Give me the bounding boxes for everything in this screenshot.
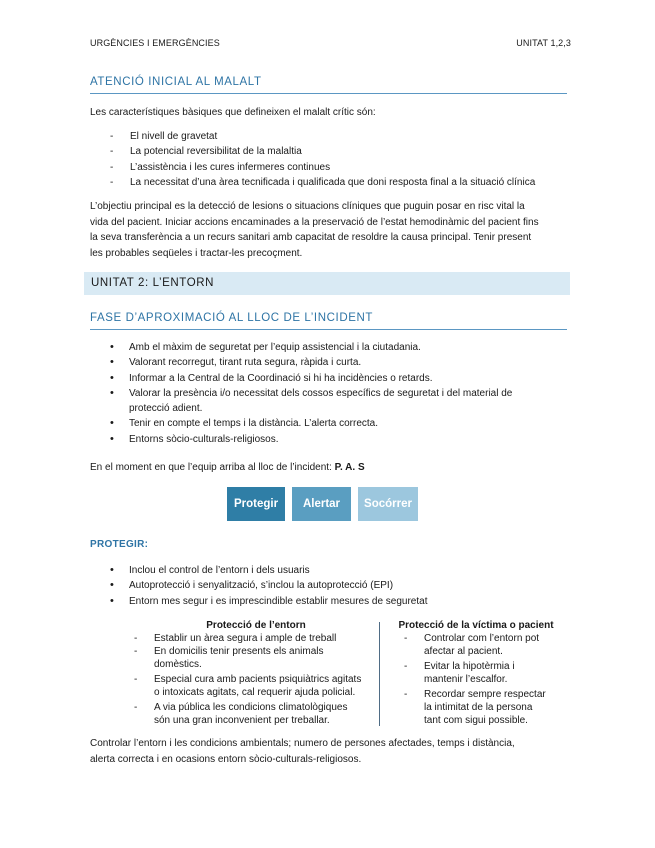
closing-paragraph	[90, 736, 570, 767]
list-item: • Informar a la Central de la Coordinació si hi ha incidències o retards.	[110, 371, 570, 386]
list-item: - El nivell de gravetat	[110, 129, 570, 144]
list-item: - A via pública les condicions climatològiques són una gran inconvenient per treballar.	[134, 701, 378, 727]
protegir-button[interactable]: Protegir	[227, 487, 285, 521]
list-item: - La potencial reversibilitat de la malaltia	[110, 144, 570, 159]
list-item: • Autoprotecció i senyalització, s’inclou la autoprotecció (EPI)	[110, 578, 570, 593]
heading-rule	[90, 329, 567, 330]
list-item: • Valorar la presència i/o necessitat dels cossos específics de seguretat i del material de protecció adient.	[110, 386, 570, 417]
list-item: - Establir un àrea segura i ample de treball	[134, 632, 378, 645]
paragraph-line: alerta correcta i en ocasions entorn sòcio-culturals-religiosos.	[90, 753, 362, 765]
section1-list	[110, 129, 570, 190]
list-item: - La necessitat d’una àrea tecnificada i qualificada que doni resposta final a la situació clínica	[110, 175, 570, 190]
list-item: - Recordar sempre respectar la intimitat de la persona tant com sigui possible.	[404, 688, 564, 727]
list-item: - Controlar com l’entorn pot afectar al pacient.	[404, 632, 564, 658]
list-item: • Amb el màxim de seguretat per l’equip assistencial i la ciutadania.	[110, 340, 570, 355]
paragraph-line: vida del pacient. Iniciar accions encaminades a la preservació de l’estat hemodinàmic del pacient fins	[90, 216, 539, 228]
running-header-right: UNITAT 1,2,3	[516, 38, 571, 48]
list-item: • Tenir en compte el temps i la distància. L’alerta correcta.	[110, 416, 570, 431]
victima-column-title: Protecció de la víctima o pacient	[398, 620, 554, 631]
pas-acronym: P. A. S	[334, 462, 365, 473]
list-item: • Valorant recorregut, tirant ruta segura, ràpida i curta.	[110, 355, 570, 370]
entorn-column	[134, 620, 378, 727]
protegir-heading: PROTEGIR:	[90, 539, 149, 550]
section-heading-fase: FASE D’APROXIMACIÓ AL LLOC DE L’INCIDENT	[90, 312, 374, 324]
list-item: - Especial cura amb pacients psiquiàtrics agitats o intoxicats agitats, cal requerir ajuda policial.	[134, 673, 378, 699]
list-item: - Evitar la hipotèrmia i mantenir l’escalfor.	[404, 660, 564, 686]
paragraph-line: Controlar l’entorn i les condicions ambientals; numero de persones afectades, temps i distància,	[90, 738, 515, 749]
entorn-list	[134, 632, 378, 727]
column-divider	[379, 622, 380, 726]
unit-banner	[84, 272, 570, 295]
list-item: • Entorns sòcio-culturals-religiosos.	[110, 432, 570, 447]
paragraph-line: les probables seqüeles i tractar-les precoçment.	[90, 247, 303, 259]
alertar-button[interactable]: Alertar	[292, 487, 351, 521]
victima-list	[388, 632, 564, 727]
list-item: • Inclou el control de l’entorn i dels usuaris	[110, 563, 570, 578]
list-item: • Entorn mes segur i es imprescindible establir mesures de seguretat	[110, 594, 570, 609]
section-heading-atencio: ATENCIÓ INICIAL AL MALALT	[90, 76, 262, 88]
list-item: - L’assistència i les cures infermeres continues	[110, 160, 570, 175]
running-header-left: URGÈNCIES I EMERGÈNCIES	[90, 38, 220, 48]
victima-column	[388, 620, 564, 727]
entorn-column-title: Protecció de l’entorn	[206, 620, 306, 631]
section2-list	[110, 340, 570, 447]
section1-intro: Les característiques bàsiques que defineixen el malalt crític són:	[90, 107, 376, 118]
socorrer-button[interactable]: Socórrer	[358, 487, 418, 521]
heading-rule	[90, 93, 567, 94]
unit-title: UNITAT 2: L’ENTORN	[91, 277, 215, 289]
pas-intro: En el moment en que l’equip arriba al lloc de l’incident: P. A. S	[90, 462, 365, 473]
paragraph-line: la seva transferència a un recurs sanitari amb capacitat de resoldre la causa principal. Tenir present	[90, 232, 532, 243]
protegir-list	[110, 563, 570, 609]
list-item: - En domicilis tenir presents els animals domèstics.	[134, 645, 378, 671]
section1-paragraph	[90, 199, 570, 261]
paragraph-line: L’objectiu principal es la detecció de lesions o situacions clíniques que puguin posar en risc vital la	[90, 201, 525, 212]
